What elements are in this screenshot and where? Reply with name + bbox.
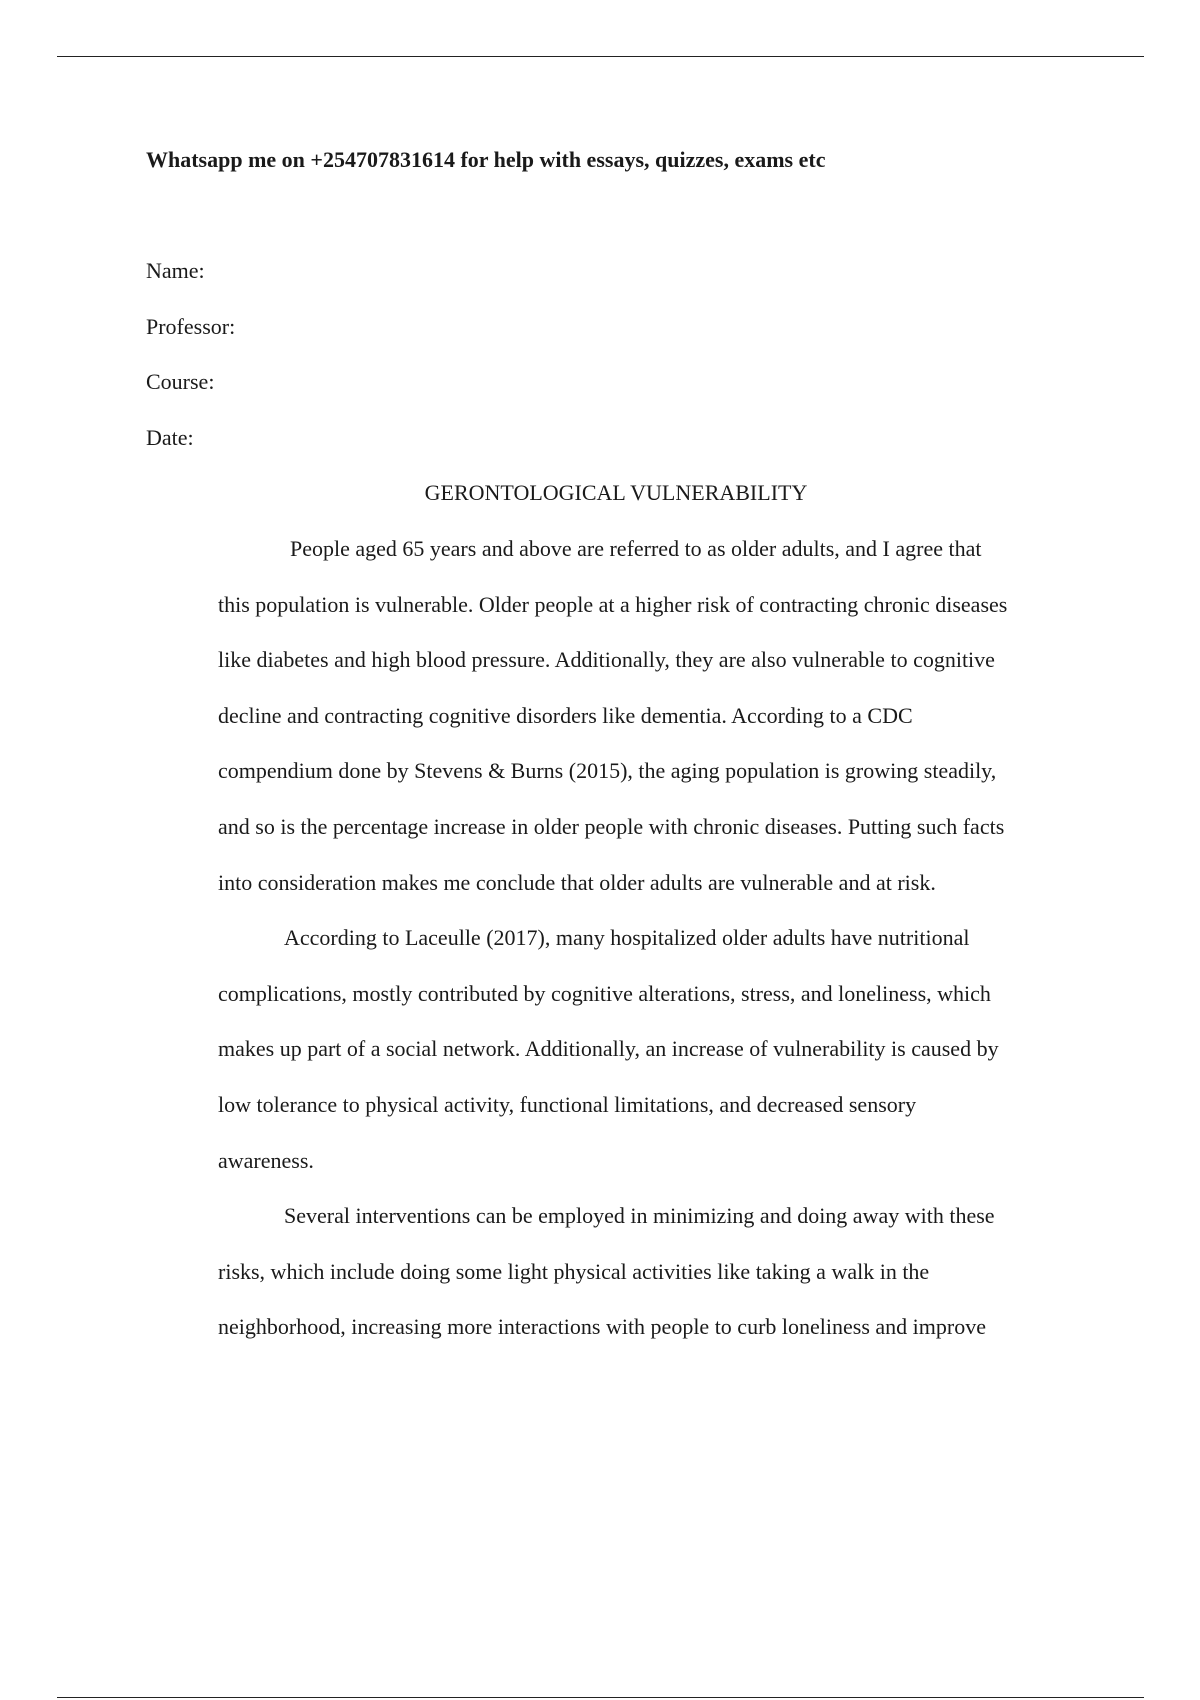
essay-title: GERONTOLOGICAL VULNERABILITY <box>424 480 808 505</box>
professor-label: Professor: <box>146 314 236 339</box>
paragraph-2-line: low tolerance to physical activity, functional limitations, and decreased sensory <box>218 1092 917 1117</box>
paragraph-1-line: this population is vulnerable. Older people at a higher risk of contracting chronic diseases <box>218 592 1008 617</box>
paragraph-3-line: Several interventions can be employed in minimizing and doing away with these <box>284 1203 995 1228</box>
paragraph-2-line: awareness. <box>218 1148 314 1173</box>
paragraph-2-line: complications, mostly contributed by cognitive alterations, stress, and loneliness, which <box>218 981 991 1006</box>
paragraph-1-line: People aged 65 years and above are referred to as older adults, and I agree that <box>290 536 982 561</box>
date-label: Date: <box>146 425 194 450</box>
paragraph-1-line: like diabetes and high blood pressure. Additionally, they are also vulnerable to cognitive <box>218 647 995 672</box>
header-rule <box>57 56 1144 57</box>
course-label: Course: <box>146 369 215 394</box>
paragraph-2-line: makes up part of a social network. Additionally, an increase of vulnerability is caused by <box>218 1036 999 1061</box>
paragraph-1-line: decline and contracting cognitive disorders like dementia. According to a CDC <box>218 703 913 728</box>
name-label: Name: <box>146 258 205 283</box>
paragraph-3-line: neighborhood, increasing more interactions with people to curb loneliness and improve <box>218 1314 986 1339</box>
contact-note: Whatsapp me on +254707831614 for help with essays, quizzes, exams etc <box>146 147 826 172</box>
paragraph-2-line: According to Laceulle (2017), many hospitalized older adults have nutritional <box>284 925 970 950</box>
paragraph-1-line: into consideration makes me conclude that older adults are vulnerable and at risk. <box>218 870 936 895</box>
footer-rule <box>57 1697 1144 1698</box>
paragraph-3-line: risks, which include doing some light physical activities like taking a walk in the <box>218 1259 930 1284</box>
paragraph-1-line: and so is the percentage increase in older people with chronic diseases. Putting such facts <box>218 814 1005 839</box>
paragraph-1-line: compendium done by Stevens & Burns (2015), the aging population is growing steadily, <box>218 758 997 783</box>
